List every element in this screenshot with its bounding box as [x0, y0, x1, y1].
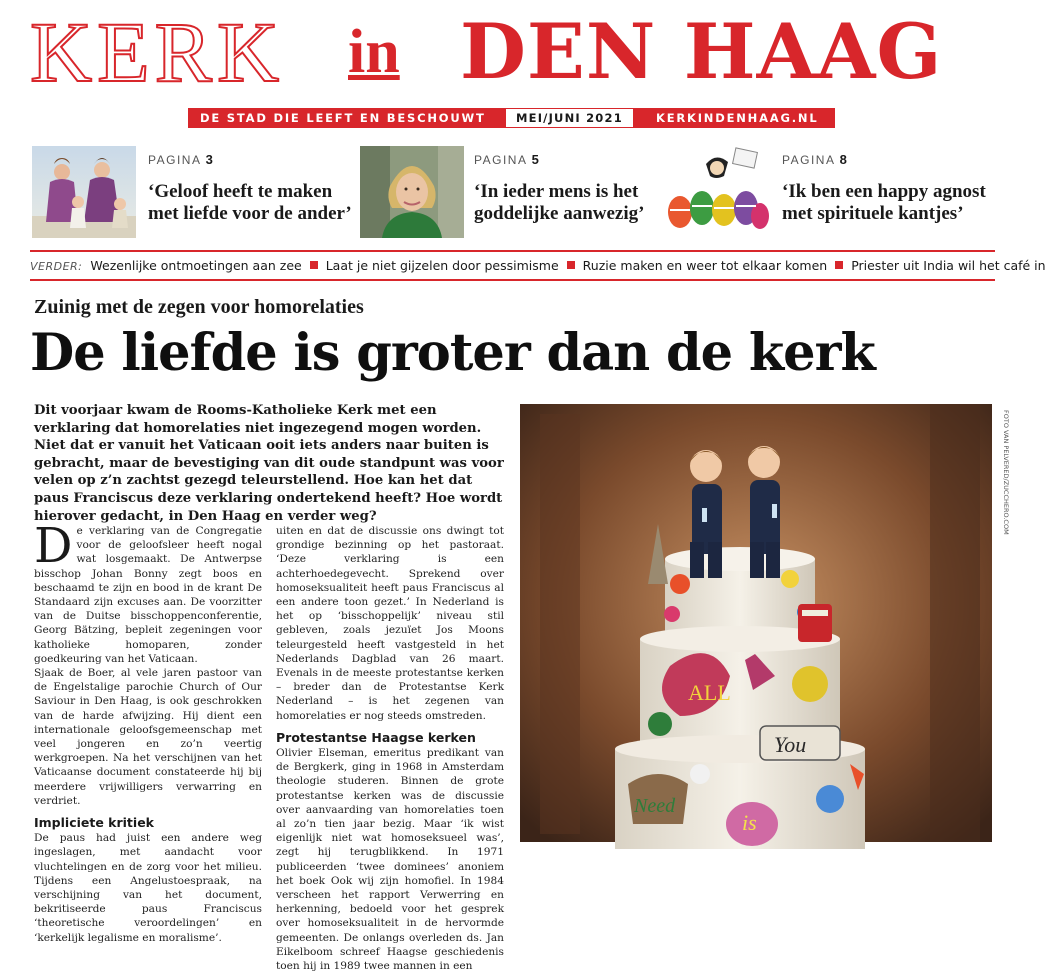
teaser-1-page: PAGINA 3 — [148, 152, 215, 167]
divider-top — [30, 250, 995, 252]
col2-paragraph-1: uiten en dat de discussie ons dwingt tot grondige bezinning op het pastoraat. ‘Deze verklaring is een achterhoedegevecht. Sprekend over homoseksualiteit heeft paus Franciscus al een andere toon gezet.’ In Nederland is het op ‘bisschoppelijk’ niveau stil gebleven, zoals jezuïet Jos Moons teleurgesteld heeft vastgesteld in het Nederlands Dagblad van 26 maart. Evenals in de meeste protestantse kerken – breder dan de Protestantse Kerk Nederland – is het zegenen van homorelaties er nog steeds omstreden. — [276, 525, 504, 722]
masthead-den-haag: DEN HAAG — [460, 7, 943, 96]
col1-paragraph-2: Sjaak de Boer, al vele jaren pastoor van de Engelstalige parochie Church of Our Saviour in Den Haag, is ook geschrokken van de harde afwijzing. Hij dient een internationale geloofsgemeenschap met veel jongeren en zo’n veertig werkgroepen. Na het verschijnen van het Vaticaanse document constateerde hij bij meerdere vrijwilligers verwarring en verdriet. — [34, 667, 262, 807]
teaser-3-page: PAGINA 8 — [782, 152, 849, 167]
col2-paragraph-2: Olivier Elseman, emeritus predikant van de Bergkerk, ging in 1968 in Amsterdam theologie studeren. Binnen de grote protestantse kerken was de discussie over aanvaarding van homorelaties toen al zo’n tien jaar bezig. Maar ‘ik wist eigenlijk niet wat homoseksueel was’, zegt hij terugblikkend. In 1971 publiceerden ‘twee dominees’ anoniem het boek Ook wij zijn homofiel. In 1984 verscheen het rapport Verwerring en herkenning, bedoeld voor het gesprek over homoseksualiteit in de hervormde gemeenten. De onlangs overleden ds. Jan Eikelboom schreef Haagse geschiedenis toen hij in 1989 twee mannen in een — [276, 747, 504, 973]
article-kicker: Zuinig met de zegen voor homorelaties — [34, 296, 364, 318]
verder-label: VERDER: — [30, 260, 83, 273]
article-column-1 — [34, 518, 262, 944]
masthead — [30, 6, 1000, 102]
cake-text-all: ALL — [688, 680, 731, 705]
issue-date: MEI/JUNI 2021 — [506, 108, 633, 128]
col1-paragraph-3: De paus had juist een andere weg ingeslagen, met aandacht voor vluchtelingen en de zorg voor het milieu. Tijdens een Angelustoespraak, na verschijning van het document, bekritiseerde paus Franciscus ‘theoretische veroordelingen’ en ‘kerkelijk legalisme en moralisme’. — [34, 832, 262, 944]
teaser-2-quote[interactable]: ‘In ieder mens is het goddelijke aanwezig’ — [474, 181, 645, 224]
article-headline: De liefde is groter dan de kerk — [30, 323, 875, 383]
cake-text-you: You — [774, 732, 807, 757]
teaser-illustration-eggs[interactable] — [666, 146, 770, 238]
teaser-2-page: PAGINA 5 — [474, 152, 541, 167]
verder-item-2[interactable]: Laat je niet gijzelen door pessimisme — [325, 258, 559, 273]
col1-paragraph-1: e verklaring van de Congregatie voor de geloofsleer heeft nogal wat losgemaakt. De Antwerpse bisschop Johan Bonny zegt boos en beschaamd te zijn en bood in de krant De Standaard zijn excuses aan. De voorzitter van de Duitse bisschoppenconferentie, Georg Bätzing, bepleit zegeningen voor katholieke homoparen, zonder goedkeuring van het Vaticaan. — [34, 525, 262, 665]
dropcap: D — [34, 518, 73, 574]
article-intro: Dit voorjaar kwam de Rooms-Katholieke Kerk met een verklaring dat homorelaties niet ingezegend mogen worden. Niet dat er vanuit het Vaticaan ooit iets anders naar buiten is gebracht, maar de bevestiging van dit oude standpunt was voor velen op z’n zachtst gezegd teleurstellend. Hoe kan het dat paus Franciscus deze verklaring ondertekend heeft? Hoe wordt hierover gedacht, in Den Haag en verder weg? — [34, 403, 504, 524]
photo-credit: FOTO VAN PELVERED/ZUCCHERO.COM — [1002, 410, 1010, 535]
teaser-1-quote[interactable]: ‘Geloof heeft te maken met liefde voor de ander’ — [148, 181, 352, 224]
slogan: DE STAD DIE LEEFT EN BESCHOUWT — [200, 111, 486, 125]
col2-subheading: Protestantse Haagse kerken — [276, 729, 476, 745]
col1-subheading: Impliciete kritiek — [34, 815, 154, 831]
teaser-3-quote[interactable]: ‘Ik ben een happy agnost met spirituele kantjes’ — [782, 181, 986, 224]
verder-item-1[interactable]: Wezenlijke ontmoetingen aan zee — [90, 258, 302, 273]
verder-item-3[interactable]: Ruzie maken en weer tot elkaar komen — [582, 258, 828, 273]
cake-text-is: is — [742, 810, 757, 835]
masthead-kerk: KERK — [30, 4, 285, 100]
teaser-photo-family[interactable] — [32, 146, 136, 238]
bullet-square-icon — [835, 261, 843, 269]
slogan-bar — [188, 108, 835, 128]
verder-item-4[interactable]: Priester uit India wil het café in — [851, 258, 1046, 273]
bullet-square-icon — [567, 261, 575, 269]
bullet-square-icon — [310, 261, 318, 269]
article-photo-cake[interactable] — [520, 404, 992, 842]
teaser-photo-woman[interactable] — [360, 146, 464, 238]
website-link[interactable]: KERKINDENHAAG.NL — [656, 111, 819, 125]
divider-bottom — [30, 279, 995, 281]
verder-bar — [30, 256, 1046, 276]
article-column-2 — [276, 524, 504, 973]
cake-text-need: Need — [634, 795, 676, 817]
masthead-in: in — [348, 18, 400, 86]
